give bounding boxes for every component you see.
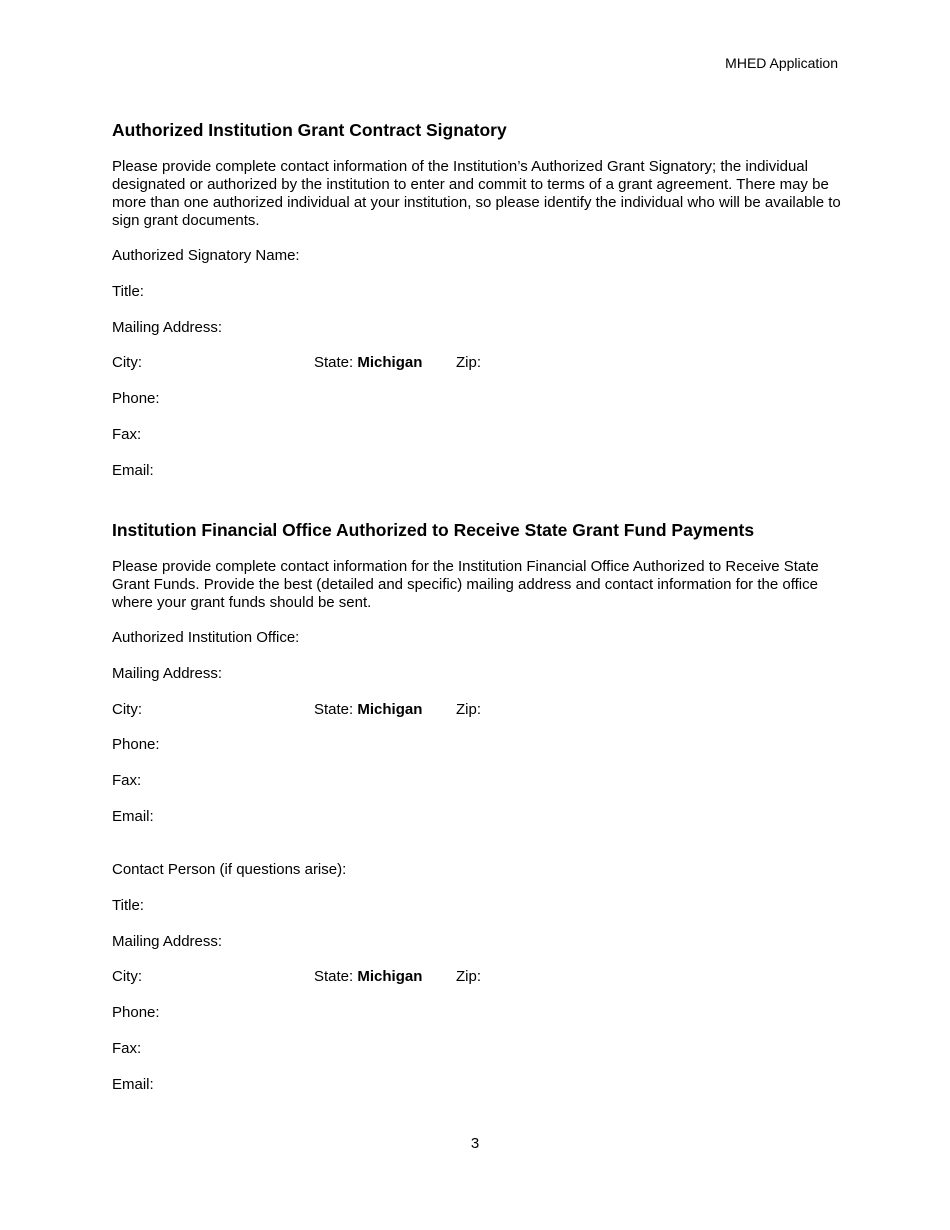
signatory-state [314,354,422,372]
signatory-state-value: Michigan [357,354,423,371]
office-phone-label: Phone: [112,736,160,753]
office-city-state-zip-row [112,701,712,719]
contact-title-label: Title: [112,897,144,914]
signatory-email-label: Email: [112,462,154,479]
contact-zip-label: Zip: [456,968,482,985]
section-intro-signatory: Please provide complete contact information of the Institution’s Authorized Grant Signatory; the individual designated or authorized by the institution to enter and commit to terms of a grant agreement. There may be more than one authorized individual at your institution, so please identify the individual who will be available to sign grant documents. [112,158,841,229]
office-state [314,701,422,719]
signatory-city-label: City: [112,354,142,371]
contact-state-value: Michigan [357,968,423,985]
signatory-state-label: State: [314,354,354,371]
document-header-label: MHED Application [725,55,838,71]
office-email-label: Email: [112,808,154,825]
contact-state [314,968,422,986]
page-number: 3 [470,1135,480,1152]
section-title-financial-office: Institution Financial Office Authorized to Receive State Grant Fund Payments [112,520,755,540]
office-mailing-label: Mailing Address: [112,665,223,682]
office-fax-label: Fax: [112,772,142,789]
signatory-mailing-label: Mailing Address: [112,319,223,336]
contact-state-label: State: [314,968,354,985]
signatory-city-state-zip-row [112,354,712,372]
signatory-name-label: Authorized Signatory Name: [112,247,300,264]
office-city-label: City: [112,701,142,718]
signatory-fax-label: Fax: [112,426,142,443]
signatory-zip-label: Zip: [456,354,482,371]
contact-fax-label: Fax: [112,1040,142,1057]
contact-city-state-zip-row [112,968,712,986]
contact-email-label: Email: [112,1076,154,1093]
signatory-phone-label: Phone: [112,390,160,407]
office-zip-label: Zip: [456,701,482,718]
office-state-label: State: [314,701,354,718]
signatory-title-label: Title: [112,283,144,300]
contact-city-label: City: [112,968,142,985]
office-name-label: Authorized Institution Office: [112,629,300,646]
contact-mailing-label: Mailing Address: [112,933,223,950]
contact-person-label: Contact Person (if questions arise): [112,861,347,878]
section-intro-financial-office: Please provide complete contact information for the Institution Financial Office Authorized to Receive State Grant Funds. Provide the best (detailed and specific) mailing address and contact information for the office where your grant funds should be sent. [112,558,819,611]
section-title-signatory: Authorized Institution Grant Contract Signatory [112,120,507,140]
contact-phone-label: Phone: [112,1004,160,1021]
office-state-value: Michigan [357,701,423,718]
